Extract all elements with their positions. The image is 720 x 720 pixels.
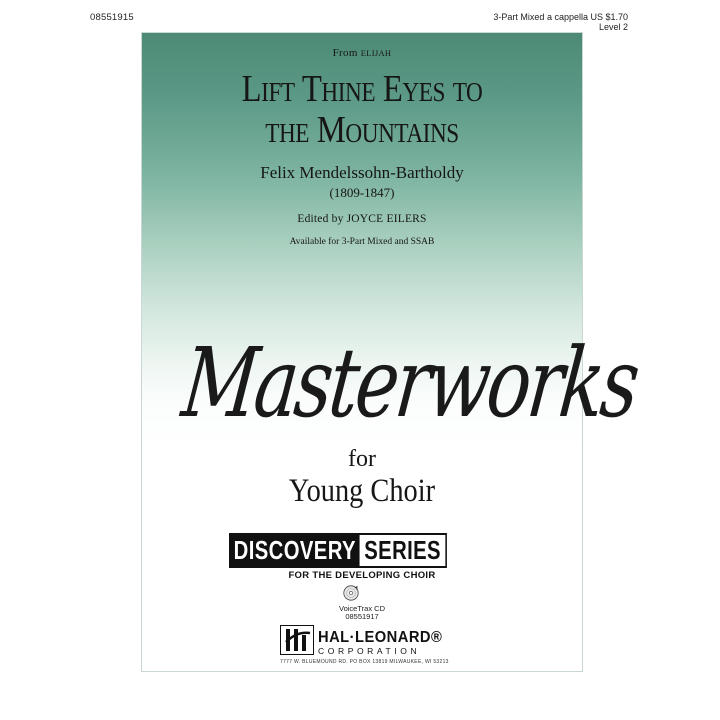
song-title-line-1: Lift Thine Eyes to bbox=[241, 68, 483, 110]
source-prefix: From bbox=[332, 47, 358, 59]
cd-label: VoiceTrax CD bbox=[339, 604, 385, 613]
difficulty-level: Level 2 bbox=[598, 22, 628, 32]
series-for: for bbox=[348, 446, 376, 472]
hal-leonard-logo-icon bbox=[280, 625, 314, 655]
voicing-price: 3-Part Mixed a cappella US $1.70 bbox=[493, 12, 628, 22]
composer-dates: (1809-1847) bbox=[329, 185, 395, 200]
series-script-title: Masterworks bbox=[177, 327, 642, 439]
voicing-price-block bbox=[493, 12, 628, 32]
discovery-word: DISCOVERY bbox=[229, 533, 361, 568]
editor-prefix: Edited by bbox=[297, 213, 344, 225]
editor-credit bbox=[142, 213, 582, 225]
cd-number: 08551917 bbox=[345, 612, 379, 621]
availability-note: Available for 3-Part Mixed and SSAB bbox=[289, 237, 435, 247]
composer-name: Felix Mendelssohn-Bartholdy bbox=[260, 163, 464, 182]
cd-disc-icon bbox=[343, 585, 359, 601]
source-work-title: ELIJAH bbox=[360, 48, 392, 58]
publisher-address: 7777 W. BLUEMOUND RD. PO BOX 13819 MILWAUKEE, WI 53213 bbox=[280, 659, 449, 665]
series-young-choir: Young Choir bbox=[288, 473, 436, 509]
discovery-series-logo bbox=[229, 533, 472, 568]
series-word: SERIES bbox=[358, 533, 447, 568]
discovery-tagline: FOR THE DEVELOPING CHOIR bbox=[288, 570, 436, 581]
editor-name: JOYCE EILERS bbox=[346, 213, 427, 225]
song-title-line-2: the Mountains bbox=[265, 109, 459, 151]
source-work bbox=[142, 47, 582, 59]
publisher-corporation: CORPORATION bbox=[318, 646, 421, 656]
publisher-name: HAL·LEONARD® bbox=[318, 629, 443, 646]
cover-panel bbox=[142, 33, 642, 671]
catalog-number: 08551915 bbox=[90, 12, 134, 23]
song-title bbox=[173, 69, 551, 151]
voicetrax-cd-info bbox=[142, 605, 582, 621]
